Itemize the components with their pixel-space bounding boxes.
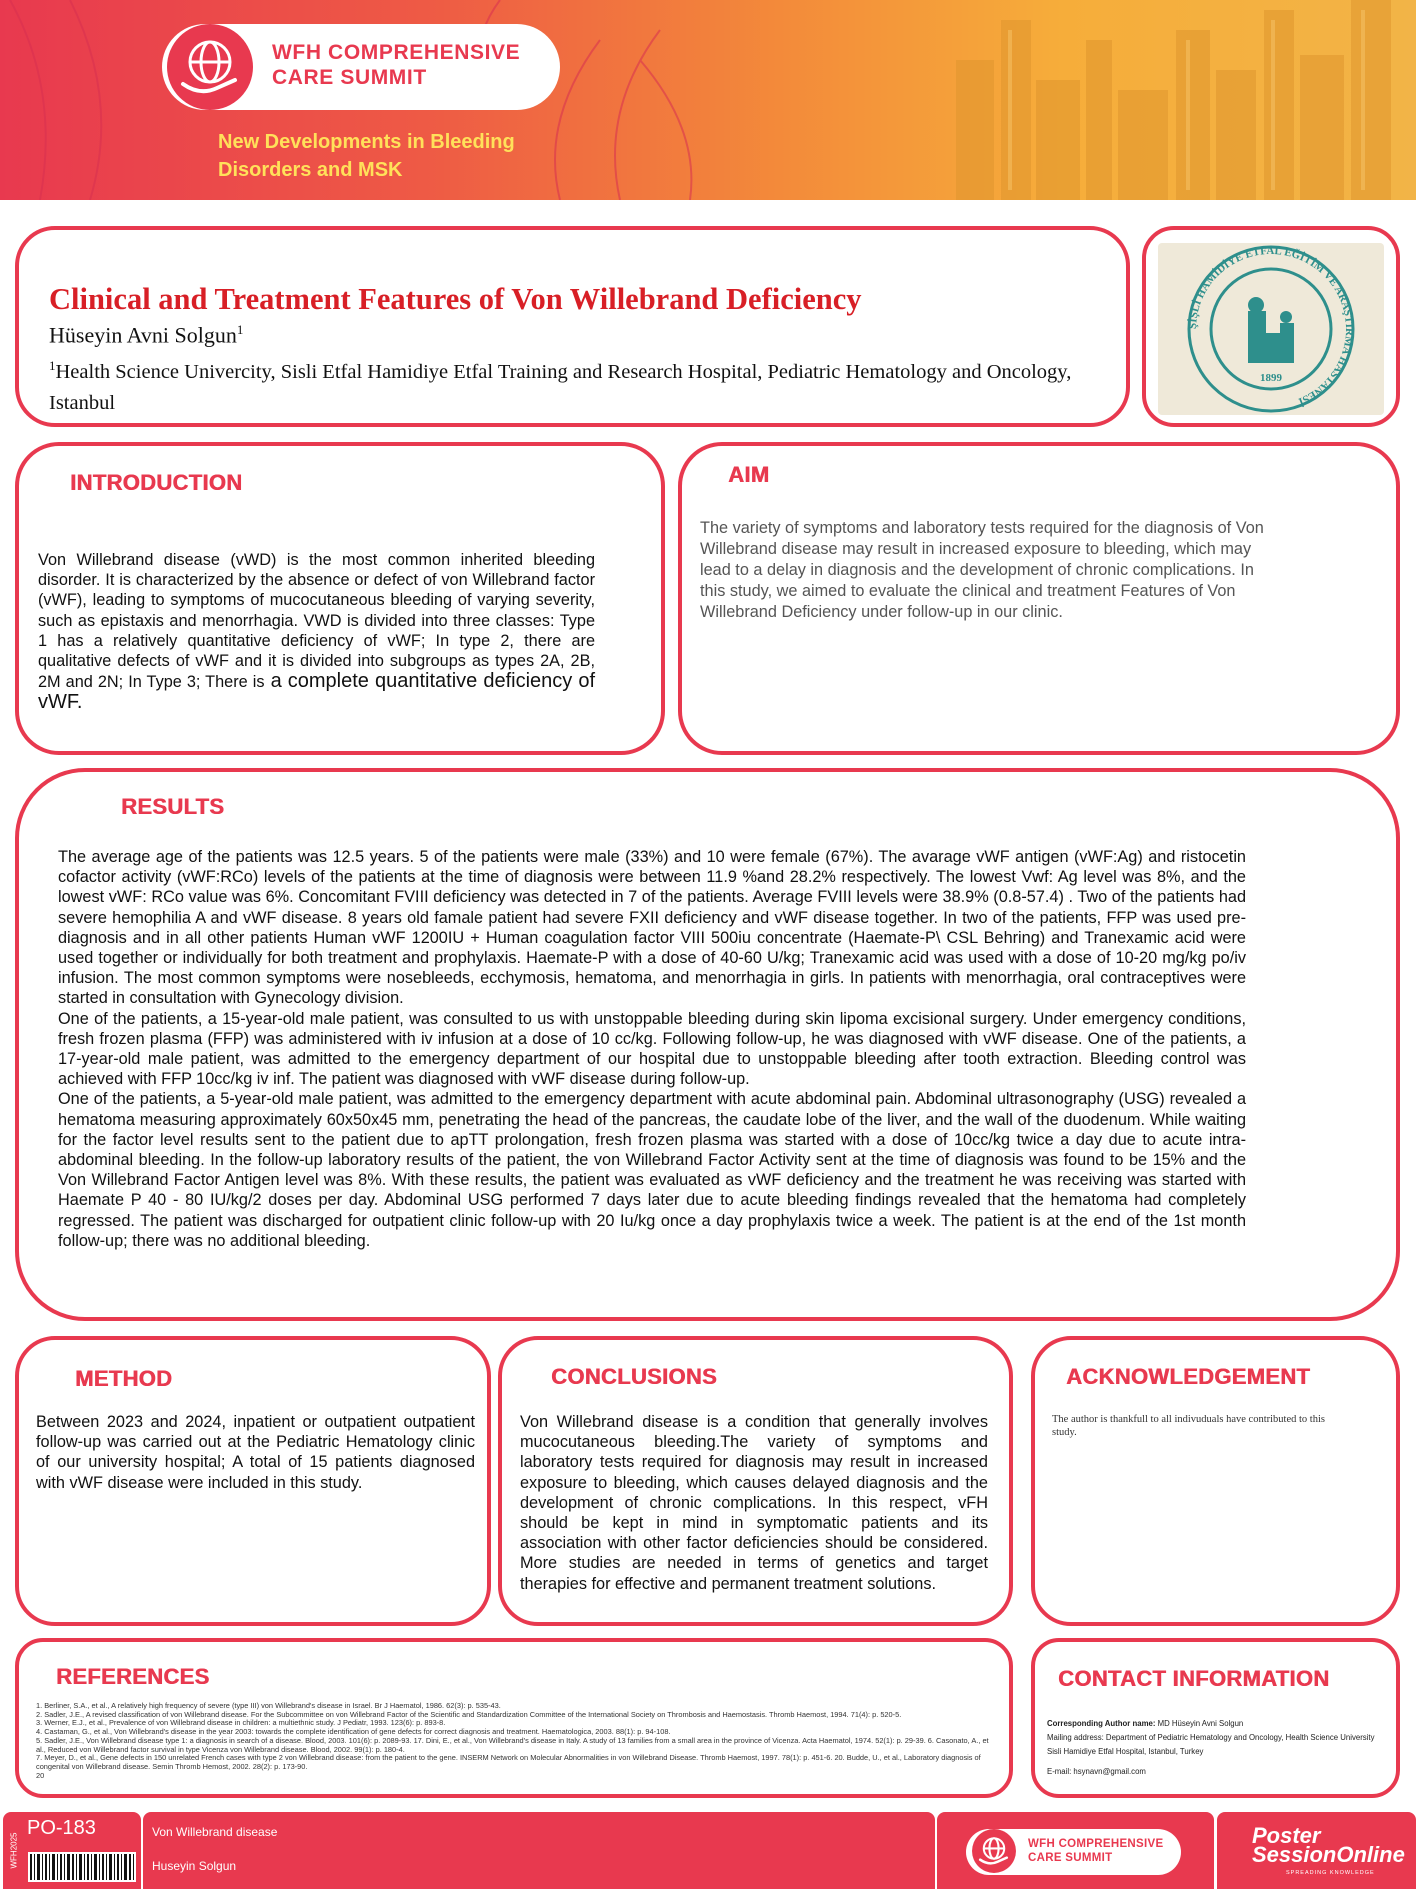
reference-item: 4. Castaman, G., et al., Von Willebrand's disease in the year 2003: towards the complete identification of gene defects for correct diagnosis and treatment. Haematologica, 2003. 88(1): p. 94-108.	[36, 1727, 671, 1737]
tagline-line-2: Disorders and MSK	[218, 159, 403, 181]
footer-info-block	[143, 1812, 935, 1889]
acknowledgement-text: The author is thankfull to all indivuduals have contributed to this study.	[1052, 1414, 1325, 1438]
footer-logo-text	[1028, 1837, 1163, 1865]
footer-topic: Von Willebrand disease	[152, 1825, 278, 1839]
logo-line-1: WFH COMPREHENSIVE	[272, 41, 521, 64]
pso-line-1: Poster	[1252, 1823, 1321, 1848]
introduction-body-tail: a complete quantitative deficiency of vWF.	[38, 670, 596, 714]
results-paragraph: One of the patients, a 5-year-old male patient, was admitted to the emergency department with acute abdominal pain. Abdominal ultrasonography (USG) revealed a hematoma measuring approximately 60x50x45 mm, penetrating the head of the pancreas, the caudate lobe of the liver, and the wall of the duodenum. While waiting for the factor level results sent to the patient due to apTT prolongation, fresh frozen plasma was started with a dose of 10cc/kg twice a day due to acute intra-abdominal bleeding. In the follow-up laboratory results of the patient, the von Willebrand Factor Activity sent at the time of diagnosis was found to be 15% and the Von Willebrand Factor Antigen level was 8%. With these results, the patient was evaluated as vWF deficiency and the treatment he was receiving was started with Haemate P 40 - 80 IU/kg/2 doses per day. Abdominal USG performed 7 days later due to acute bleeding findings revealed that the hematoma had completely regressed. The patient was discharged for outpatient clinic follow-up with 20 Iu/kg once a day prophylaxis twice a week. The patient is at the end of the 1st month follow-up; there was no additional bleeding.	[58, 1090, 1246, 1250]
poster-code: PO-183	[27, 1817, 96, 1839]
poster-session-online-logo	[1252, 1823, 1405, 1867]
conclusions-heading: CONCLUSIONS	[551, 1364, 717, 1389]
seal-text: ŞİŞLİ HAMİDİYE ETFAL EĞİTİM VE ARAŞTIRMA HASTANESİ	[1186, 244, 1356, 408]
mailing-address: Mailing address: Department of Pediatric Hematology and Oncology, Health Science University Sisli Hamidiye Etfal Hospital, Istanbul, Turkey	[1047, 1733, 1375, 1756]
pso-subtitle: SPREADING KNOWLEDGE	[1286, 1870, 1375, 1876]
summit-logo-text	[272, 40, 552, 90]
affiliation-text: Health Science Univercity, Sisli Etfal Hamidiye Etfal Training and Research Hospital, Pediatric Hematology and Oncology, Istanbul	[49, 360, 1072, 414]
tagline-line-1: New Developments in Bleeding	[218, 131, 515, 153]
globe-hand-logo-icon	[971, 1828, 1017, 1874]
footer-vertical-label: WFH2025	[9, 1832, 19, 1869]
reference-item: 5. Sadler, J.E., Von Willebrand disease type 1: a diagnosis in search of a disease. Blood, 2003. 101(6): p. 2089-93. 17. Dini, E., et al., Von Willebrand's disease in Italy. A study of 13 families from a small area in the province of Vicenza. Acta Haematol, 1974. 52(1): p. 29-39. 6. Casonato, A., et al., Reduced von Willebrand factor survival in type Vicenza von Willebrand disease. Blood, 2002. 99(1): p. 180-4.	[36, 1735, 989, 1754]
affiliation-superscript: 1	[49, 358, 56, 373]
method-text: Between 2023 and 2024, inpatient or outpatient outpatient follow-up was carried out at the Pediatric Hematology clinic of our university hospital; A total of 15 patients diagnosed with vWF disease were included in this study.	[36, 1413, 475, 1492]
conclusions-text: Von Willebrand disease is a condition that generally involves mucocutaneous bleeding.The variety of symptoms and laboratory tests required for diagnosis may result in increased exposure to bleeding, which causes delayed diagnosis and the development of chronic complications. In this respect, vFH should be kept in mind in symptomatic patients and its association with other factor deficiencies should be considered. More studies are needed in terms of genetics and target therapies for effective and permanent treatment solutions.	[520, 1413, 988, 1593]
author-name	[49, 322, 649, 348]
aim-text: The variety of symptoms and laboratory tests required for the diagnosis of Von Willebrand disease may result in increased exposure to bleeding, which may lead to a delay in diagnosis and the development of chronic complications. In this study, we aimed to evaluate the clinical and treatment Features of Von Willebrand Deficiency under follow-up in our clinic.	[700, 519, 1264, 621]
reference-item: 3. Werner, E.J., et al., Prevalence of von Willebrand disease in children: a multiethnic study. J Pediatr, 1993. 123(6): p. 893-8.	[36, 1718, 446, 1728]
footer-logo-line-1: WFH COMPREHENSIVE	[1028, 1838, 1164, 1850]
affiliation	[49, 350, 1129, 419]
results-paragraph: One of the patients, a 15-year-old male patient, was consulted to us with unstoppable bleeding during skin lipoma excisional surgery. Under emergency conditions, fresh frozen plasma (FFP) was administered with iv infusion at a dose of 10 cc/kg. Following follow-up, he was diagnosed with vWF disease. One of the patients, a 17-year-old male patient, was admitted to the emergency department of our hospital due to unstoppable bleeding after tooth extraction. Bleeding control was achieved with FFP 10cc/kg iv inf. The patient was diagnosed with vWF disease during follow-up.	[58, 1009, 1246, 1089]
corresponding-label: Corresponding Author name:	[1047, 1719, 1156, 1728]
results-text	[58, 847, 1246, 1251]
author-superscript: 1	[236, 322, 244, 337]
reference-item: 2. Sadler, J.E., A revised classification of von Willebrand disease. For the Subcommittee on von Willebrand Factor of the Scientific and Standardization Committee of the International Society on Thrombosis and Haemostasis. Thromb Haemost, 1994. 71(4): p. 520-5.	[36, 1709, 902, 1719]
contact-email: E-mail: hsynavn@gmail.com	[1047, 1767, 1146, 1776]
footer-author: Huseyin Solgun	[152, 1859, 237, 1873]
acknowledgement-heading: ACKNOWLEDGEMENT	[1066, 1364, 1311, 1389]
references-list	[36, 1702, 996, 1780]
poster-title: Clinical and Treatment Features of Von Willebrand Deficiency	[49, 282, 862, 316]
corresponding-value: MD Hüseyin Avni Solgun	[1155, 1719, 1244, 1728]
footer-logo-line-2: CARE SUMMIT	[1028, 1852, 1113, 1864]
results-paragraph: The average age of the patients was 12.5 years. 5 of the patients were male (33%) and 10 were female (67%). The avarage vWF antigen (vWF:Ag) and ristocetin cofactor activity (vWF:RCo) levels of the patients at the time of diagnosis were between 11.9 %and 28.2% respectively. The lowest Vwf: Ag level was 8%, and the lowest vWF: RCo value was 6%. Concomitant FVIII deficiency was detected in 7 of the patients. Average FVIII levels were 38.9% (0.8-57.4) . Two of the patients had severe hemophilia A and vWF disease. 8 years old famale patient had severe FXII deficiency and vWF disease together. In two of the patients, FFP was used pre-diagnosis and in all other patients Human vWF 1200IU + Human coagulation factor VIII 500iu concentrate (Haemate-P\ CSL Behring) and Tranexamic acid were used together or individually for both treatment and prophylaxis. Haemate-P with a dose of 40-60 U/kg; Tranexamic acid was used with a dose of 10-20 mg/kg po/iv infusion. The most common symptoms were nosebleeds, ecchymosis, hematoma, and menorrhagia in girls. In patients with menorrhagia, oral contraceptives were started in consultation with Gynecology division.	[58, 848, 1246, 1008]
introduction-text	[38, 550, 595, 714]
introduction-body: Von Willebrand disease (vWD) is the most common inherited bleeding disorder. It is characterized by the absence or defect of von Willebrand factor (vWF), leading to symptoms of mucocutaneous bleeding of varying severity, such as epistaxis and menorrhagia. VWD is divided into three classes: Type 1 has a relatively quantitative deficiency of vWF; In type 2, there are qualitative defects of vWF and it is divided into subgroups as types 2A, 2B, 2M and 2N; In Type 3; There is	[38, 551, 595, 692]
method-heading: METHOD	[75, 1366, 173, 1391]
results-heading: RESULTS	[121, 794, 225, 819]
corresponding-author	[1047, 1717, 1387, 1731]
contact-heading: CONTACT INFORMATION	[1058, 1666, 1330, 1691]
references-heading: REFERENCES	[56, 1664, 210, 1689]
summit-tagline	[218, 128, 638, 184]
globe-hand-logo-icon	[165, 22, 255, 112]
hospital-seal-logo	[1158, 243, 1384, 415]
reference-item: 1. Berliner, S.A., et al., A relatively high frequency of severe (type III) von Willebrand's disease in Israel. Br J Haematol, 1986. 62(3): p. 535-43.	[36, 1701, 501, 1710]
reference-item: 20	[36, 1770, 45, 1780]
author-text: Hüseyin Avni Solgun	[49, 322, 237, 348]
seal-year: 1899	[1260, 372, 1282, 384]
city-skyline-image	[896, 0, 1416, 200]
aim-heading: AIM	[728, 462, 770, 487]
logo-line-2: CARE SUMMIT	[272, 66, 427, 89]
reference-item: 7. Meyer, D., et al., Gene defects in 150 unrelated French cases with type 2 von Willebrand disease: from the patient to the gene. INSERM Network on Molecular Abnormalities in von Willebrand Disease. Thromb Haemost, 1997. 78(1): p. 451-6. 20. Budde, U., et al., Laboratory diagnosis of congenital von Willebrand disease. Semin Thromb Hemost, 2002. 28(2): p. 173-90.	[36, 1753, 981, 1771]
introduction-heading: INTRODUCTION	[70, 470, 243, 495]
barcode-icon	[28, 1852, 136, 1882]
contact-info	[1047, 1717, 1387, 1779]
pso-line-2: SessionOnline	[1252, 1842, 1405, 1867]
